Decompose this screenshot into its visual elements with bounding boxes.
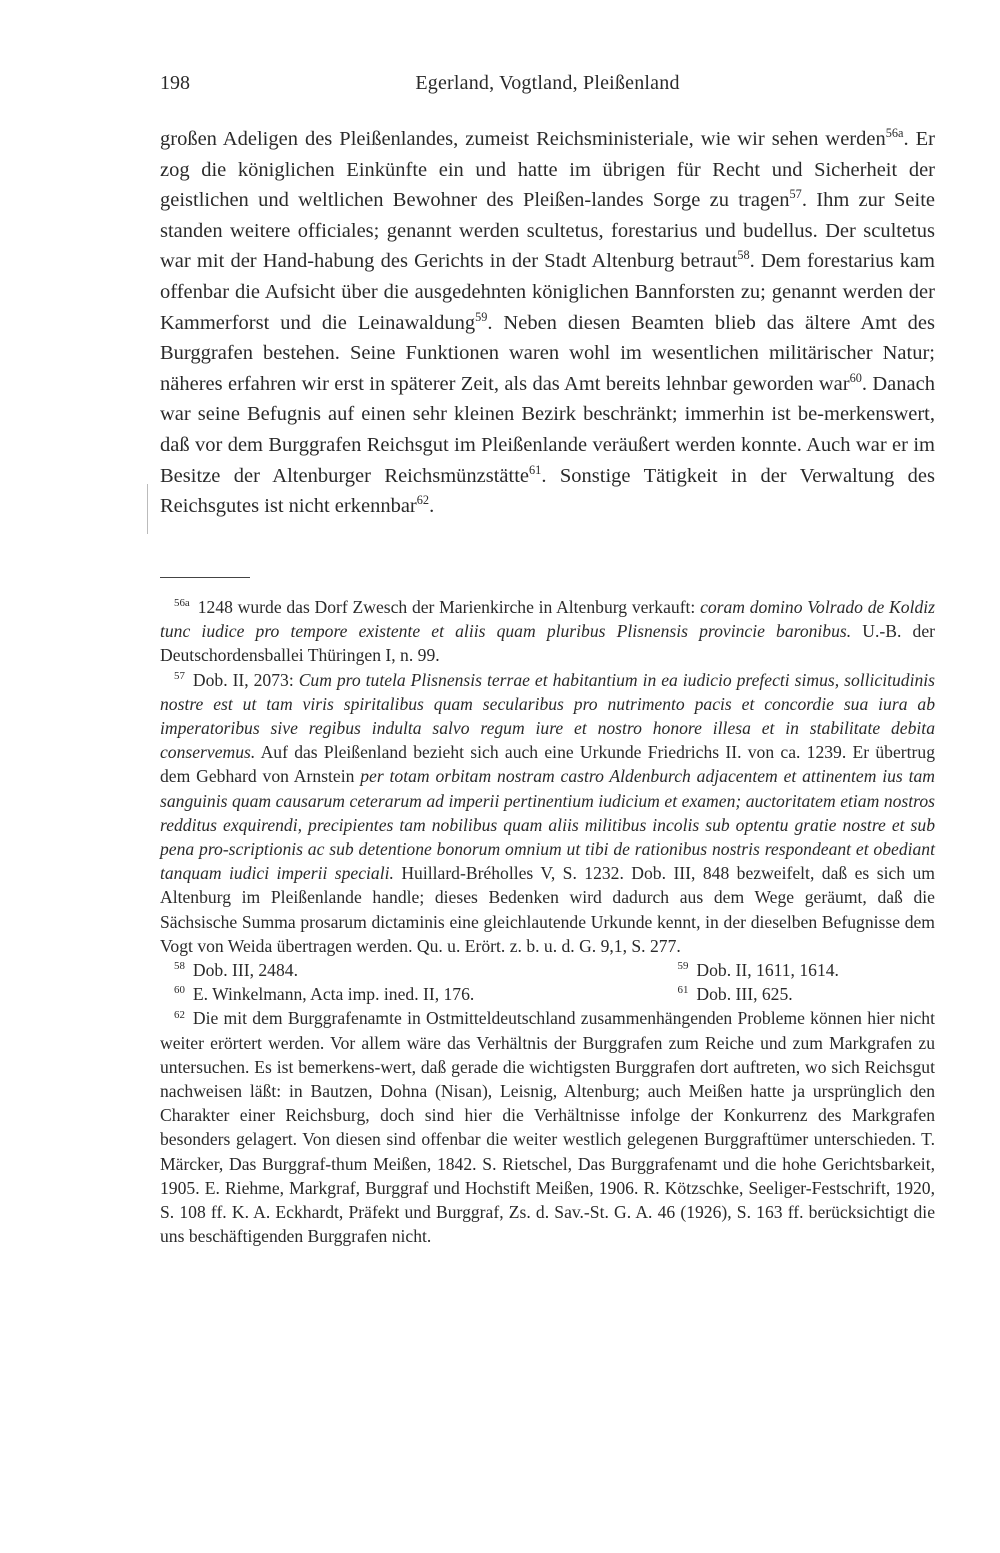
footnote-text: E. Winkelmann, Acta imp. ined. II, 176. <box>192 984 475 1005</box>
footnote-text: Dob. III, 2484. <box>192 960 298 981</box>
footnote-separator <box>160 577 250 578</box>
footnotes <box>160 595 935 1248</box>
page-number: 198 <box>160 72 190 94</box>
footnote-mark: 62 <box>174 1008 185 1021</box>
footnote-text: Huillard-Bréholles V, S. 1232. Dob. III, 848 bezweifelt, daß es sich um Altenburg im Pleißenlande handle; dieses Bedenken wird dadurch aus dem Wege geräumt, daß die Sächsische Summa prosarum dictaminis eine gleichlautende Urkunde kennt, in der dieselben Befugnisse dem Vogt von Weida übertragen werden. Qu. u. Erört. z. b. u. d. G. 9,1, S. 277. <box>160 863 935 956</box>
footnote-61 <box>548 982 936 1006</box>
footnote-ref: 59 <box>475 309 488 324</box>
footnote-text: Die mit dem Burggrafenamte in Ostmitteldeutschland zusammenhängenden Probleme können hier nicht weiter erörtert werden. Vor allem wäre das Verhältnis der Burggrafen zum Reiche und zum Markgrafen zu untersuchen. Es ist bemerkens-wert, daß gerade die wichtigsten Burggrafen dort auftreten, wo sich Reichsgut nachweisen läßt: in Bautzen, Dohna (Nisan), Leisnig, Altenburg; auch Meißen hatte ja ursprünglich den Charakter einer Reichsburg, doch sind hier die Verhältnisse infolge der Konkurrenz des Markgrafen besonders gelagert. Von diesen sind offenbar die weiter westlich gelegenen Burggraftümer unterschieden. T. Märcker, Das Burggraf-thum Meißen, 1842. S. Rietschel, Das Burggrafenamt und die hohe Gerichtsbarkeit, 1905. E. Riehme, Markgraf, Burggraf und Hochstift Meißen, 1906. R. Kötzschke, Seeliger-Festschrift, 1920, S. 108 ff. K. A. Eckhardt, Präfekt und Burggraf, Zs. d. Sav.-St. G. A. 46 (1926), S. 163 ff. berücksichtigt die uns beschäftigenden Burggrafen nicht. <box>160 1008 935 1247</box>
footnote-ref: 62 <box>416 493 430 508</box>
footnote-59 <box>548 958 936 982</box>
footnote-mark: 57 <box>174 669 185 682</box>
body-text: . Dem forestarius kam offenbar die Aufsicht über die ausgedehnten königlichen Bannforsten zu; genannt werden der Kammerforst und die Leinawaldung <box>160 250 935 334</box>
footnote-text: U.-B. der Deutschordensballei Thüringen I, n. 99. <box>160 621 935 666</box>
footnote-text: Dob. III, 625. <box>696 984 793 1005</box>
body-text: . Danach war seine Befugnis auf einen sehr kleinen Bezirk beschränkt; immerhin ist be-merkenswert, daß vor dem Burggrafen Reichsgut im Pleißenlande veräußert werden konnte. Auch war er im Besitze der Altenburger Reichsmünzstätte <box>160 372 935 487</box>
footnote-60 <box>160 982 548 1006</box>
footnote-62 <box>160 1006 935 1248</box>
footnote-ref: 58 <box>737 248 750 263</box>
footnote-text: Auf das Pleißenland bezieht sich auch eine Urkunde Friedrichs II. von ca. 1239. Er übertrug dem Gebhard von Arnstein <box>160 742 935 787</box>
body-text: . Sonstige Tätigkeit in der Verwaltung des Reichsgutes ist nicht erkennbar <box>160 464 935 518</box>
footnote-quote: Cum pro tutela Plisnensis terrae et habitantium in ea iudicio prefecti simus, sollicitudinis nostre est ut tam viris spiritalibus quam secularibus pro nutrimento pacis et concordie sua iura ab imperatoribus sive regibus indulta salvo regum iure et nostro honore illesa et in stabilitate debita conservemus. <box>160 669 935 763</box>
body-paragraph <box>160 124 935 522</box>
footnote-ref: 60 <box>849 370 862 385</box>
footnote-57 <box>160 668 935 958</box>
footnote-text: Dob. II, 1611, 1614. <box>696 960 839 981</box>
body-text: . Ihm zur Seite standen weitere officiales; genannt werden scultetus, forestarius und budellus. Der scultetus war mit der Hand-habung des Gerichts in der Stadt Altenburg betraut <box>160 189 935 273</box>
footnote-58 <box>160 958 548 982</box>
body-text: . Neben diesen Beamten blieb das ältere Amt des Burggrafen bestehen. Seine Funktionen waren wohl im wesentlichen militärischer Natur; näheres erfahren wir erst in späterer Zeit, als das Amt bereits lehnbar geworden war <box>160 311 935 395</box>
footnote-text: 1248 wurde das Dorf Zwesch der Marienkirche in Altenburg verkauft: <box>197 597 701 617</box>
footnote-row <box>160 982 935 1006</box>
body-text: großen Adeligen des Pleißenlandes, zumeist Reichsministeriale, wie wir sehen werden <box>160 128 886 150</box>
margin-mark <box>147 484 148 534</box>
footnote-quote: per totam orbitam nostram castro Aldenburch adjacentem et attinentem ius tam sanguinis quam causarum ceterarum ad imperii pertinentium iudicium et examen; auctoritatem etiam nostros redditus exquirendi, precipientes tam nobilibus quam aliis militibus incolis sub optentu gratie nostre et sub pena pro-scriptionis ac sub detentione bonorum omnium ut tibi de rationibus nostris respondeant et obediant tanquam iudici imperii speciali. <box>160 766 936 884</box>
footnote-mark: 60 <box>174 984 185 997</box>
main-text <box>160 124 935 522</box>
footnote-ref: 61 <box>529 462 542 477</box>
footnote-mark: 61 <box>677 984 689 997</box>
body-text: . Er zog die königlichen Einkünfte ein und hatte im übrigen für Recht und Sicherheit der geistlichen und weltlichen Bewohner des Pleißen-landes Sorge zu tragen <box>160 128 936 212</box>
footnote-mark: 56a <box>174 597 190 610</box>
footnote-ref: 56a <box>885 126 904 141</box>
footnote-row <box>160 958 935 982</box>
footnote-56a <box>160 595 935 668</box>
page-header <box>160 72 935 106</box>
footnote-mark: 58 <box>174 960 185 973</box>
footnote-ref: 57 <box>789 187 802 202</box>
running-title: Egerland, Vogtland, Pleißenland <box>415 72 680 94</box>
body-text: . <box>429 495 435 518</box>
footnote-quote: coram domino Volrado de Koldiz tunc iudice pro tempore existente et aliis quam pluribus Plisnensis provincie baronibus. <box>160 597 935 642</box>
footnote-text: Dob. II, 2073: <box>192 669 299 690</box>
footnote-mark: 59 <box>677 960 689 973</box>
